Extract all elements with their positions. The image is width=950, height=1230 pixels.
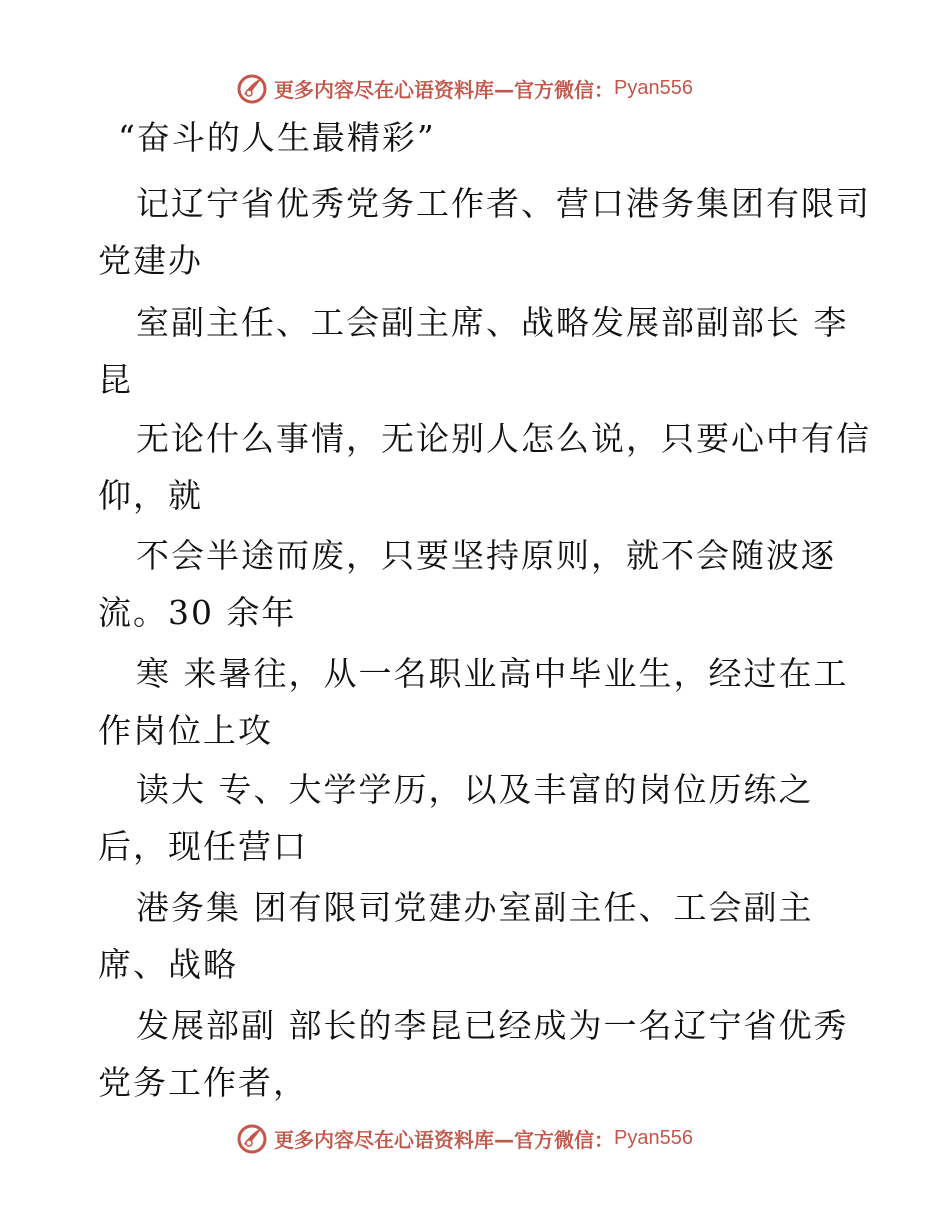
text-line: 寒 来暑往，从一名职业高中毕业生，经过在工 xyxy=(136,654,849,693)
text-line: 党务工作者， xyxy=(98,1063,308,1102)
text-line: 不会半途而废，只要坚持原则，就不会随波逐 xyxy=(136,536,836,575)
text-line: 作岗位上攻 xyxy=(98,711,273,750)
document-title: “奋斗的人生最精彩” xyxy=(118,118,436,157)
header-banner-text: 更多内容尽在心语资料库—官方微信： xyxy=(274,77,614,102)
text-line: 读大 专、大学学历，以及丰富的岗位历练之 xyxy=(136,770,814,809)
text-line: 无论什么事情，无论别人怎么说，只要心中有信 xyxy=(136,419,871,458)
text-line: 仰，就 xyxy=(98,476,203,515)
brush-logo-icon xyxy=(236,72,268,104)
text-line: 席、战略 xyxy=(98,945,238,984)
text-line: 港务集 团有限司党建办室副主任、工会副主 xyxy=(136,888,814,927)
text-line: 流。30 余年 xyxy=(98,593,297,632)
text-line: 昆 xyxy=(98,360,133,399)
text-line: 发展部副 部长的李昆已经成为一名辽宁省优秀 xyxy=(136,1006,849,1045)
footer-wechat-id: Pyan556 xyxy=(614,1126,693,1149)
text-line: 记辽宁省优秀党务工作者、营口港务集团有限司 xyxy=(136,184,871,223)
header-banner xyxy=(0,70,950,110)
header-wechat-id: Pyan556 xyxy=(614,76,693,99)
footer-banner xyxy=(0,1120,950,1160)
brush-logo-icon xyxy=(236,1122,268,1154)
text-line: 室副主任、工会副主席、战略发展部副部长 李 xyxy=(136,303,849,342)
text-line: 后，现任营口 xyxy=(98,827,308,866)
text-line: 党建办 xyxy=(98,241,203,280)
footer-banner-text: 更多内容尽在心语资料库—官方微信： xyxy=(274,1127,614,1152)
